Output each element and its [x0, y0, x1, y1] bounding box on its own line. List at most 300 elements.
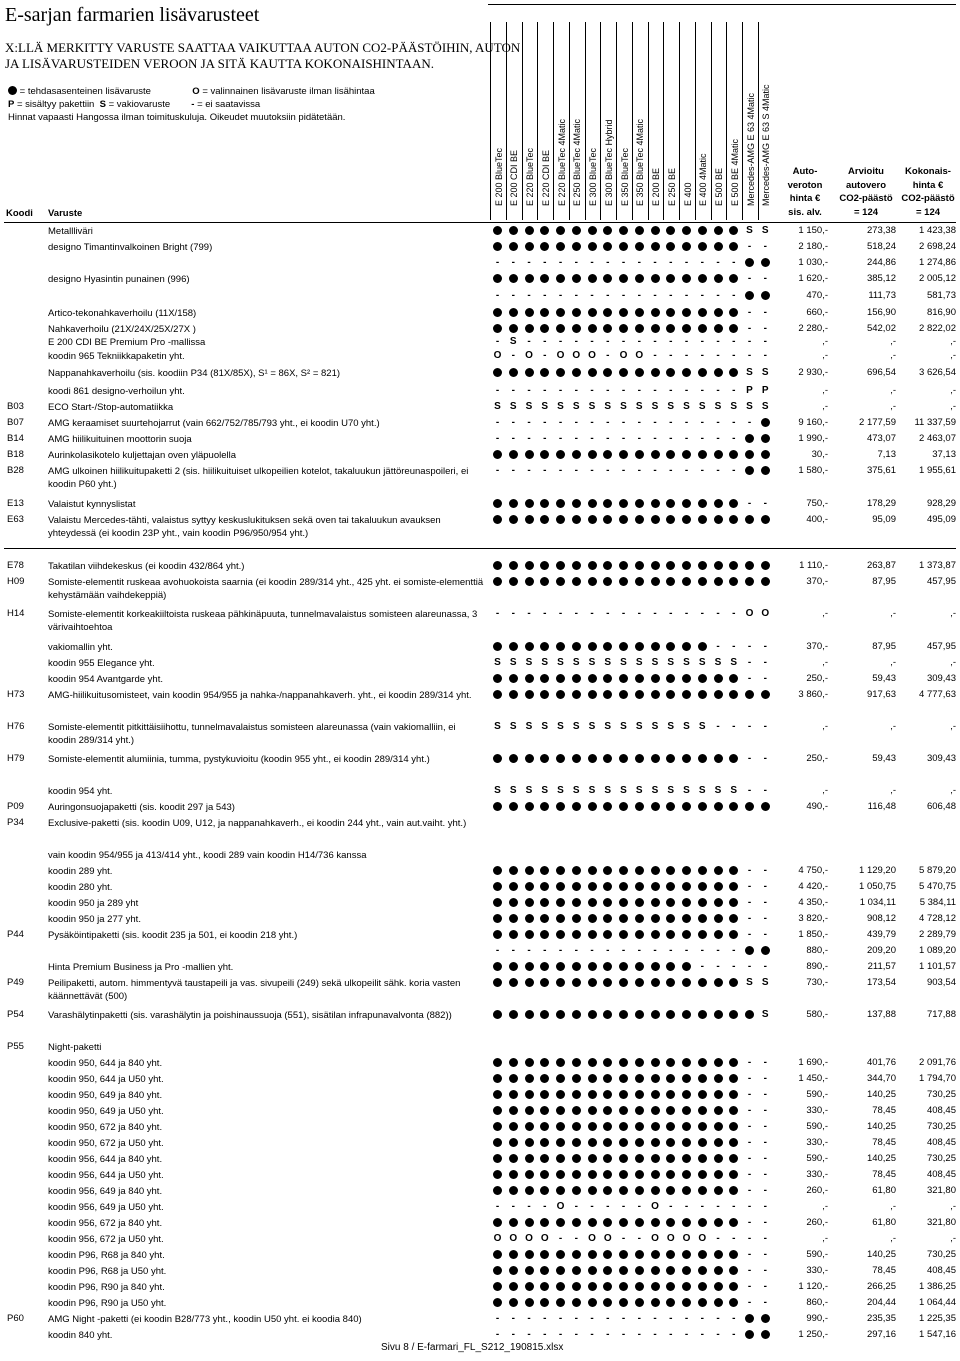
mark-text: -	[653, 385, 657, 396]
standard-dot-icon	[506, 753, 521, 766]
tax-value: 1 129,20	[859, 865, 896, 876]
standard-dot-icon	[569, 1185, 584, 1198]
standard-dot-icon	[695, 576, 710, 589]
standard-dot-icon	[569, 1121, 584, 1134]
dot-mark	[635, 1186, 644, 1195]
dot-mark	[493, 274, 502, 283]
tax-value: 140,25	[866, 1121, 896, 1132]
dot-mark	[509, 642, 518, 651]
price-value: ,-	[822, 1233, 828, 1244]
mark-text: S	[651, 657, 659, 668]
standard-dot-icon	[537, 913, 552, 926]
dot-mark	[682, 1186, 691, 1195]
dot-mark	[509, 1122, 518, 1131]
standard-dot-icon	[585, 689, 600, 702]
standard-dot-icon	[522, 801, 537, 814]
availability-mark	[616, 336, 631, 347]
standard-dot-icon	[569, 1249, 584, 1262]
model-header	[632, 22, 648, 220]
dot-mark	[572, 561, 581, 570]
standard-dot-icon	[679, 449, 694, 462]
availability-mark	[490, 465, 505, 476]
dot-mark	[509, 1058, 518, 1067]
dot-mark	[698, 754, 707, 763]
standard-dot-icon	[569, 1153, 584, 1166]
mark-text: O	[525, 350, 533, 361]
row-code: P55	[7, 1041, 24, 1052]
standard-dot-icon	[742, 290, 757, 303]
mark-text: -	[700, 336, 704, 347]
total-value: 1 547,16	[919, 1329, 956, 1340]
dot-mark	[525, 324, 534, 333]
row-description: koodin P96, R68 ja U50 yht.	[48, 1266, 167, 1277]
tax-value: 439,79	[866, 929, 896, 940]
model-name: E 300 BlueTec Hybrid	[603, 119, 614, 206]
standard-dot-icon	[490, 801, 505, 814]
availability-mark	[695, 290, 710, 301]
dot-mark	[525, 882, 534, 891]
standard-dot-icon	[648, 865, 663, 878]
total-value: ,-	[950, 721, 956, 732]
standard-dot-icon	[569, 560, 584, 573]
standard-dot-icon	[537, 225, 552, 238]
tax-value: 273,38	[866, 225, 896, 236]
header-line: Auto-	[792, 166, 818, 177]
dot-mark	[682, 978, 691, 987]
dot-mark	[603, 1250, 612, 1259]
dot-mark	[540, 1266, 549, 1275]
tax-value: 95,09	[872, 514, 896, 525]
dot-mark	[682, 1106, 691, 1115]
price-value: 1 620,-	[798, 273, 828, 284]
dot-mark	[714, 499, 723, 508]
standard-dot-icon	[585, 273, 600, 286]
availability-mark	[490, 290, 505, 301]
row-description: Metallliväri	[48, 226, 93, 237]
standard-dot-icon	[506, 1009, 521, 1022]
standard-dot-icon	[695, 514, 710, 527]
standard-dot-icon	[537, 498, 552, 511]
dot-mark	[556, 914, 565, 923]
mark-text: S	[683, 401, 690, 412]
availability-mark	[648, 350, 663, 361]
availability-mark	[506, 385, 521, 396]
dot-mark	[588, 1090, 597, 1099]
dot-mark	[682, 1250, 691, 1259]
mark-text: -	[558, 433, 563, 444]
standard-dot-icon	[585, 1105, 600, 1118]
mark-text: -	[684, 608, 689, 619]
mark-text: -	[558, 257, 563, 268]
availability-mark	[600, 433, 615, 444]
mark-text: -	[558, 290, 563, 301]
total-value: 928,29	[926, 498, 956, 509]
dot-mark	[556, 1122, 565, 1131]
mark-text: S	[714, 401, 722, 412]
standard-dot-icon	[663, 897, 678, 910]
mark-text: -	[747, 1073, 752, 1084]
dot-mark	[714, 226, 723, 235]
standard-dot-icon	[569, 225, 584, 238]
tax-value: 111,73	[868, 290, 896, 301]
mark-text: -	[495, 257, 500, 268]
dot-mark	[493, 1074, 502, 1083]
standard-dot-icon	[537, 689, 552, 702]
dot-mark	[493, 515, 502, 524]
dot-mark	[509, 226, 518, 235]
standard-dot-icon	[695, 1249, 710, 1262]
dot-mark	[603, 308, 612, 317]
header-frame	[488, 4, 956, 5]
mark-text: -	[732, 350, 736, 361]
standard-dot-icon	[537, 1089, 552, 1102]
dot-mark	[745, 1330, 754, 1339]
mark-text: S	[588, 401, 596, 412]
dot-mark	[525, 308, 534, 317]
dot-mark	[509, 1154, 518, 1163]
mark-text: -	[763, 1201, 767, 1212]
total-value: ,-	[950, 1201, 956, 1212]
dot-mark	[525, 1186, 534, 1195]
model-name: E 500 BE 4Matic	[729, 138, 740, 206]
page-title: E-sarjan farmarien lisävarusteet	[5, 4, 260, 26]
availability-mark	[632, 433, 647, 444]
mark-text: -	[763, 498, 767, 509]
legend-standard-item: = vakiovaruste	[108, 99, 171, 110]
mark-text: -	[527, 290, 531, 301]
mark-text: S	[667, 785, 675, 796]
mark-text: -	[669, 336, 673, 347]
dot-mark	[714, 802, 723, 811]
standard-dot-icon	[632, 1249, 647, 1262]
dot-mark	[509, 898, 518, 907]
availability-mark	[726, 961, 741, 972]
standard-dot-icon	[632, 367, 647, 380]
standard-dot-icon	[711, 1217, 726, 1230]
mark-text: -	[716, 336, 720, 347]
dot-mark	[540, 308, 549, 317]
availability-mark	[711, 433, 726, 444]
standard-dot-icon	[663, 1009, 678, 1022]
standard-dot-icon	[522, 1153, 537, 1166]
dot-mark	[572, 1186, 581, 1195]
tax-value: 137,88	[866, 1009, 896, 1020]
standard-dot-icon	[742, 514, 757, 527]
standard-dot-icon	[711, 560, 726, 573]
dot-mark	[698, 450, 707, 459]
availability-mark	[506, 401, 521, 412]
dot-mark	[525, 1250, 534, 1259]
dot-mark	[588, 308, 597, 317]
standard-dot-icon	[632, 498, 647, 511]
legend-standard: = tehdasasenteinen lisävaruste	[19, 86, 151, 97]
mark-text: -	[684, 433, 689, 444]
price-value: 1 030,-	[798, 257, 828, 268]
standard-dot-icon	[553, 1265, 568, 1278]
price-value: 590,-	[806, 1089, 828, 1100]
standard-dot-icon	[695, 225, 710, 238]
availability-mark	[726, 433, 741, 444]
availability-mark	[711, 721, 726, 732]
standard-dot-icon	[522, 323, 537, 336]
mark-text: -	[669, 1201, 673, 1212]
dot-mark	[540, 515, 549, 524]
standard-dot-icon	[711, 449, 726, 462]
standard-dot-icon	[758, 945, 773, 958]
mark-text: -	[684, 385, 689, 396]
standard-dot-icon	[506, 1089, 521, 1102]
dot-mark	[556, 1074, 565, 1083]
mark-text: -	[558, 1233, 563, 1244]
mark-text: -	[669, 608, 673, 619]
mark-text: S	[714, 785, 722, 796]
mark-text: -	[590, 608, 594, 619]
dot-mark	[666, 368, 675, 377]
legend-package: = sisältyy pakettiin	[16, 99, 95, 110]
tax-value: 244,86	[866, 257, 896, 268]
dot-mark	[619, 515, 628, 524]
availability-mark	[553, 608, 568, 619]
standard-dot-icon	[695, 498, 710, 511]
standard-dot-icon	[663, 560, 678, 573]
dot-mark	[556, 1298, 565, 1307]
dot-mark	[540, 324, 549, 333]
mark-text: -	[747, 323, 752, 334]
availability-mark	[490, 608, 505, 619]
availability-mark	[711, 641, 726, 652]
mark-text: -	[763, 1105, 767, 1116]
row-description: Somiste-elementit ruskeaa avohuokoista saarnia (ei koodin 289/314 yht., 425 yht. ei somiste-elementtiä kehystämään vaihdekeppiä)	[48, 577, 484, 601]
standard-dot-icon	[569, 1057, 584, 1070]
dot-mark	[651, 930, 660, 939]
standard-dot-icon	[553, 1105, 568, 1118]
dot-mark	[540, 1170, 549, 1179]
availability-mark	[663, 336, 678, 347]
dot-mark	[572, 324, 581, 333]
availability-mark	[648, 1329, 663, 1340]
model-name: E 200 BlueTec	[493, 147, 504, 206]
availability-mark	[711, 385, 726, 396]
availability-mark	[742, 881, 757, 892]
standard-dot-icon	[726, 897, 741, 910]
tax-value: 78,45	[872, 1105, 896, 1116]
mark-text: -	[637, 945, 641, 956]
dot-mark	[682, 561, 691, 570]
dot-mark	[635, 1010, 644, 1019]
standard-dot-icon	[679, 673, 694, 686]
dot-mark	[588, 1138, 597, 1147]
mark-text: -	[669, 385, 673, 396]
mark-text: -	[732, 465, 736, 476]
standard-dot-icon	[600, 961, 615, 974]
availability-mark	[742, 1089, 757, 1100]
dot-mark	[635, 1218, 644, 1227]
availability-mark	[616, 401, 631, 412]
standard-dot-icon	[522, 1073, 537, 1086]
standard-dot-icon	[726, 576, 741, 589]
row-description: AMG-hiilikuitusomisteet, vain koodin 954/955 ja nahka-/nappanahkaverh. yht., ei koodin 289/314 yht.	[48, 690, 472, 701]
availability-mark	[585, 401, 600, 412]
standard-dot-icon	[585, 225, 600, 238]
dot-mark	[761, 258, 770, 267]
dot-mark	[682, 802, 691, 811]
availability-mark	[742, 1217, 757, 1228]
dot-mark	[493, 1138, 502, 1147]
tax-value: 78,45	[872, 1169, 896, 1180]
mark-text: -	[747, 673, 752, 684]
mark-text: -	[716, 1313, 720, 1324]
row-description: Somiste-elementit alumiinia, tumma, pystykuvioitu (koodin 955 yht., ei koodin 289/314 yht.)	[48, 754, 430, 765]
standard-dot-icon	[695, 1265, 710, 1278]
mark-text: -	[700, 290, 704, 301]
dot-mark	[509, 1074, 518, 1083]
mark-text: O	[493, 1233, 502, 1244]
availability-mark	[490, 336, 505, 347]
standard-dot-icon	[632, 961, 647, 974]
availability-mark	[758, 961, 773, 972]
availability-mark	[679, 945, 694, 956]
availability-mark	[663, 1233, 678, 1244]
dot-mark	[588, 577, 597, 586]
dot-mark	[493, 914, 502, 923]
dot-mark	[619, 1282, 628, 1291]
dot-mark	[714, 1250, 723, 1259]
standard-dot-icon	[758, 801, 773, 814]
availability-mark	[742, 1137, 757, 1148]
standard-dot-icon	[585, 1121, 600, 1134]
availability-mark	[695, 1201, 710, 1212]
availability-mark	[632, 465, 647, 476]
mark-text: -	[511, 1201, 515, 1212]
mark-text: S	[714, 657, 722, 668]
dot-mark	[540, 1106, 549, 1115]
dot-mark	[729, 882, 738, 891]
mark-text: -	[732, 1313, 736, 1324]
standard-dot-icon	[522, 673, 537, 686]
mark-text: -	[590, 336, 594, 347]
availability-mark	[663, 608, 678, 619]
dot-mark	[635, 1122, 644, 1131]
standard-dot-icon	[679, 1297, 694, 1310]
mark-text: S	[494, 785, 501, 796]
dot-mark	[603, 930, 612, 939]
standard-dot-icon	[585, 673, 600, 686]
dot-mark	[509, 690, 518, 699]
dot-mark	[682, 898, 691, 907]
standard-dot-icon	[726, 1137, 741, 1150]
mark-text: -	[669, 257, 673, 268]
mark-text: -	[747, 961, 752, 972]
standard-dot-icon	[553, 977, 568, 990]
standard-dot-icon	[632, 225, 647, 238]
availability-mark	[506, 945, 521, 956]
standard-dot-icon	[600, 498, 615, 511]
dot-mark	[540, 898, 549, 907]
availability-mark	[600, 336, 615, 347]
availability-mark	[506, 290, 521, 301]
standard-dot-icon	[522, 881, 537, 894]
standard-dot-icon	[600, 323, 615, 336]
mark-text: -	[716, 433, 720, 444]
mark-text: -	[763, 1057, 767, 1068]
standard-dot-icon	[537, 641, 552, 654]
availability-mark	[695, 336, 710, 347]
dot-mark	[556, 1090, 565, 1099]
dot-mark	[588, 561, 597, 570]
price-value: ,-	[822, 350, 828, 361]
mark-text: -	[637, 608, 641, 619]
dot-mark	[556, 690, 565, 699]
availability-mark	[648, 385, 663, 396]
dot-mark	[729, 1010, 738, 1019]
mark-text: S	[651, 785, 659, 796]
standard-dot-icon	[490, 929, 505, 942]
standard-dot-icon	[537, 1265, 552, 1278]
standard-dot-icon	[522, 498, 537, 511]
dot-mark	[666, 1106, 675, 1115]
standard-dot-icon	[632, 307, 647, 320]
mark-text: -	[763, 929, 767, 940]
dot-mark	[729, 802, 738, 811]
availability-mark	[742, 367, 757, 378]
mark-text: -	[747, 1185, 752, 1196]
standard-dot-icon	[553, 1249, 568, 1262]
standard-dot-icon	[490, 1121, 505, 1134]
standard-dot-icon	[663, 498, 678, 511]
tax-value: 87,95	[872, 576, 896, 587]
price-value: 750,-	[806, 498, 828, 509]
dot-mark	[556, 308, 565, 317]
dot-mark	[556, 577, 565, 586]
row-code: P34	[7, 817, 24, 828]
dot-mark	[493, 1122, 502, 1131]
dot-mark	[509, 1298, 518, 1307]
standard-dot-icon	[648, 881, 663, 894]
mark-text: P	[746, 385, 753, 396]
standard-dot-icon	[758, 576, 773, 589]
dot-mark	[525, 274, 534, 283]
mark-text: -	[732, 961, 736, 972]
mark-text: -	[732, 608, 736, 619]
availability-mark	[616, 465, 631, 476]
standard-dot-icon	[616, 913, 631, 926]
availability-mark	[632, 1233, 647, 1244]
dot-mark	[525, 450, 534, 459]
standard-dot-icon	[616, 307, 631, 320]
standard-dot-icon	[600, 641, 615, 654]
availability-mark	[569, 1329, 584, 1340]
availability-mark	[490, 1201, 505, 1212]
mark-text: -	[511, 1313, 515, 1324]
standard-dot-icon	[616, 801, 631, 814]
standard-dot-icon	[553, 241, 568, 254]
mark-text: -	[763, 1073, 767, 1084]
availability-mark	[506, 336, 521, 347]
availability-mark	[522, 785, 537, 796]
price-value: ,-	[822, 785, 828, 796]
dot-mark	[556, 1266, 565, 1275]
dot-mark	[635, 642, 644, 651]
row-description: Somiste-elementit korkeakiiltoista ruskeaa pähkinäpuuta, tunnelmavalaistus somisteen alareunassa, 3 värivaihtoehtoa	[48, 609, 478, 633]
mark-text: -	[763, 753, 767, 764]
mark-text: -	[747, 1121, 752, 1132]
standard-dot-icon	[537, 897, 552, 910]
standard-dot-icon	[490, 1249, 505, 1262]
standard-dot-icon	[758, 449, 773, 462]
warning-line: X:LLÄ MERKITTY VARUSTE SAATTAA VAIKUTTAA AUTON CO2-PÄÄSTÖIHIN, AUTON	[5, 40, 521, 55]
availability-mark	[585, 257, 600, 268]
availability-mark	[711, 1329, 726, 1340]
